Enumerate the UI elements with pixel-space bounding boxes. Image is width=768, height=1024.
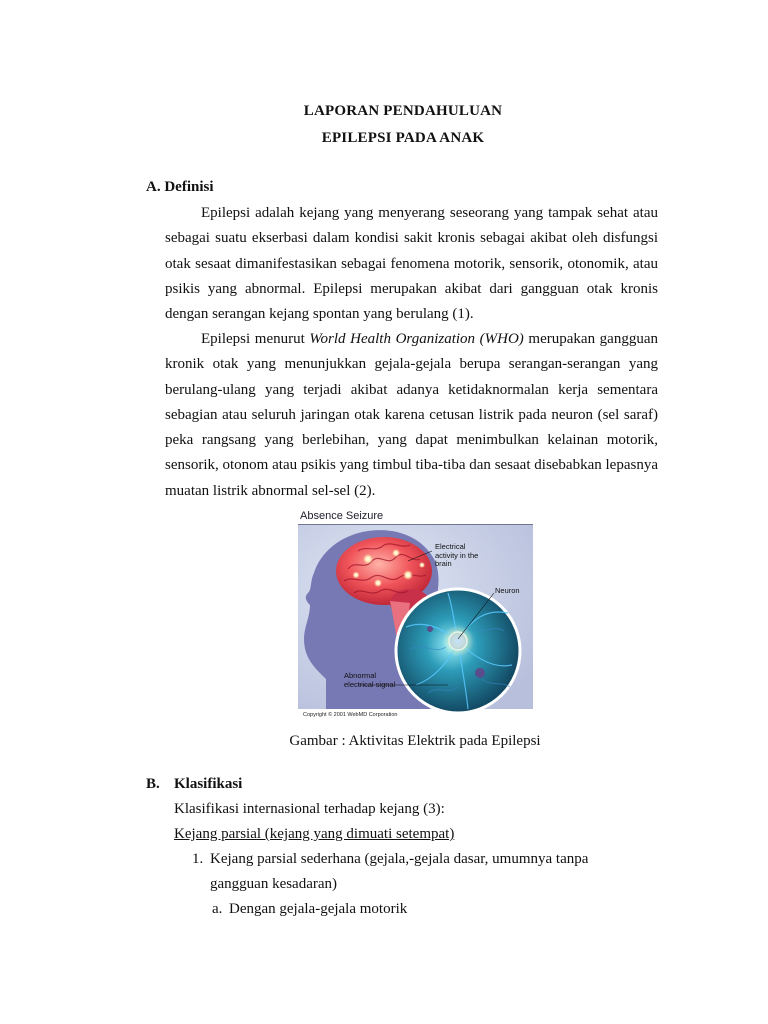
section-a-heading: A. Definisi — [146, 179, 214, 195]
figure-illustration — [298, 509, 533, 722]
figure-copyright: Copyright © 2001 WebMD Corporation — [303, 712, 398, 718]
section-b-heading: Klasifikasi — [174, 776, 243, 792]
figure-caption: Gambar : Aktivitas Elektrik pada Epilepsi — [289, 733, 541, 749]
definition-paragraph-1-text: Epilepsi adalah kejang yang menyerang seseorang yang tampak sehat atau sebagai suatu ekserbasi dalam kondisi sakit kronis sebagai akibat oleh disfungsi otak sesaat dimanifestasikan sebagai fenomena motorik, sensorik, otonomik, atau psikis yang abnormal. Epilepsi merupakan akibat dari gangguan otak kronis dengan serangan kejang spontan yang berulang (1). — [165, 205, 658, 323]
para2-suffix: merupakan gangguan kronik otak yang menunjukkan gejala-gejala berupa serangan-serangan yang berulang-ulang yang terjadi akibat adanya ketidaknormalan kerja sementara sebagian atau seluruh jaringan otak karena cetusan listrik pada neuron (sel saraf) peka rangsang yang berlebihan, yang dapat menimbulkan kelainan motorik, sensorik, otonom atau psikis yang timbul tiba-tiba dan sesaat disebabkan lepasnya muatan listrik abnormal sel-sel (2). — [165, 331, 659, 499]
para2-prefix: Epilepsi menurut — [201, 331, 310, 347]
label-abnormal-signal: Abnormal electrical signal — [344, 671, 396, 689]
definition-paragraph-2 — [165, 327, 658, 504]
figure-title: Absence Seizure — [300, 510, 384, 522]
doc-title-line1: LAPORAN PENDAHULUAN — [303, 103, 503, 119]
neuron-closeup — [396, 586, 520, 713]
label-neuron: Neuron — [495, 586, 520, 595]
list-letter-a: a. — [212, 901, 223, 917]
partial-seizure-subheading: Kejang parsial (kejang yang dimuati setempat) — [174, 826, 455, 842]
label-electrical-activity: Electrical activity in the brain — [435, 542, 479, 568]
list-item-1-line1: Kejang parsial sederhana (gejala,-gejala dasar, umumnya tanpa — [210, 851, 589, 867]
list-number-1: 1. — [192, 851, 204, 867]
absence-seizure-figure — [298, 509, 533, 722]
section-b-number: B. — [146, 776, 160, 792]
definition-paragraph-1 — [165, 201, 658, 327]
who-term: World Health Organization (WHO) — [309, 331, 524, 347]
doc-title-line2: EPILEPSI PADA ANAK — [321, 130, 485, 146]
classification-intro: Klasifikasi internasional terhadap kejang (3): — [174, 801, 445, 817]
list-item-1a: Dengan gejala-gejala motorik — [229, 901, 408, 917]
list-item-1-line2: gangguan kesadaran) — [210, 876, 338, 892]
